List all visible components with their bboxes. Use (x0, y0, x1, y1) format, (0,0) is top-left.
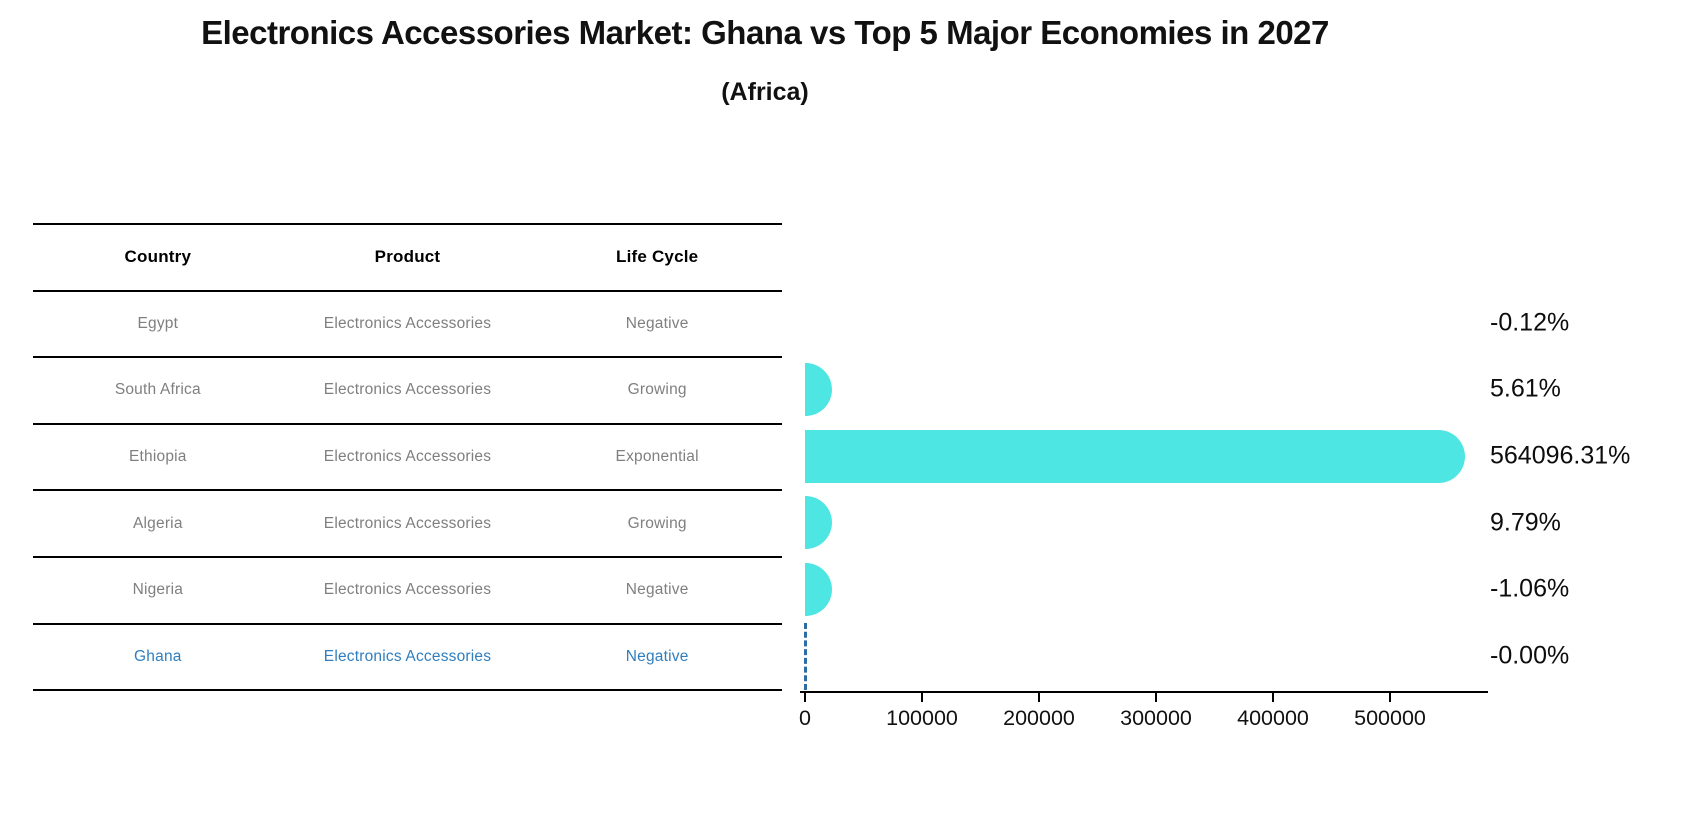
value-label-ghana: -0.00% (1490, 641, 1570, 670)
cell-life-cycle: Growing (627, 514, 687, 532)
x-tick-mark (1038, 693, 1040, 702)
table-row-algeria (33, 489, 782, 556)
x-tick-mark (804, 693, 806, 702)
table-row-egypt (33, 290, 782, 357)
bar-nigeria (805, 563, 832, 616)
table-header-row (33, 223, 782, 290)
value-label-south-africa: 5.61% (1490, 374, 1561, 403)
value-label-algeria: 9.79% (1490, 508, 1561, 537)
x-tick-mark (1155, 693, 1157, 702)
bar-south-africa (805, 363, 832, 416)
x-tick-label: 200000 (1003, 706, 1075, 730)
cell-product: Electronics Accessories (323, 514, 492, 532)
table-row-ghana (33, 623, 782, 690)
cell-country: Ethiopia (129, 448, 187, 466)
cell-country: Ghana (134, 647, 182, 665)
x-tick-mark (1389, 693, 1391, 702)
cell-country: Algeria (133, 514, 183, 532)
x-tick-mark (921, 693, 923, 702)
x-tick-label: 0 (799, 706, 811, 730)
chart-title: Electronics Accessories Market: Ghana vs Top 5 Major Economies in 2027 (201, 14, 1329, 51)
cell-product: Electronics Accessories (323, 381, 492, 399)
country-table (33, 223, 782, 691)
cell-product: Electronics Accessories (323, 581, 492, 599)
value-label-nigeria: -1.06% (1490, 574, 1570, 603)
cell-country: Nigeria (132, 581, 184, 599)
value-label-ethiopia: 564096.31% (1490, 441, 1631, 470)
bar-ethiopia (805, 430, 1465, 483)
cell-life-cycle: Negative (625, 581, 689, 599)
cell-country: South Africa (114, 381, 201, 399)
x-tick-label: 300000 (1120, 706, 1192, 730)
value-label-egypt: -0.12% (1490, 308, 1570, 337)
column-header-country: Country (124, 247, 192, 267)
column-header-product: Product (374, 247, 441, 267)
x-tick-label: 400000 (1237, 706, 1309, 730)
cell-life-cycle: Negative (625, 314, 689, 332)
column-header-life-cycle: Life Cycle (616, 247, 699, 267)
cell-life-cycle: Exponential (615, 448, 699, 466)
x-axis-line (800, 691, 1488, 693)
chart-subtitle: (Africa) (721, 78, 809, 106)
x-tick-label: 100000 (886, 706, 958, 730)
cell-life-cycle: Growing (627, 381, 687, 399)
cell-product: Electronics Accessories (323, 448, 492, 466)
cell-product: Electronics Accessories (323, 647, 492, 665)
cell-product: Electronics Accessories (323, 314, 492, 332)
cell-country: Egypt (137, 314, 179, 332)
bar-ghana (804, 623, 807, 690)
table-row-ethiopia (33, 423, 782, 490)
bar-algeria (805, 496, 832, 549)
cell-life-cycle: Negative (625, 647, 689, 665)
table-row-nigeria (33, 556, 782, 623)
table-row-south-africa (33, 356, 782, 423)
x-tick-mark (1272, 693, 1274, 702)
x-tick-label: 500000 (1354, 706, 1426, 730)
